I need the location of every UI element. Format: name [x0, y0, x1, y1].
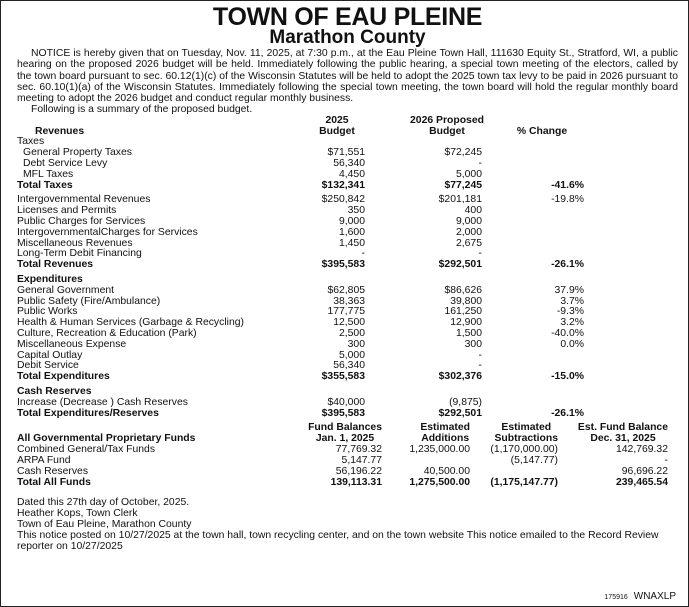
budget-table: [17, 137, 678, 419]
budget-row-2026: 300: [464, 338, 482, 350]
funds-row-dec-balance: -: [664, 455, 668, 467]
budget-row-2026: -: [478, 360, 482, 372]
budget-row-change: 0.0%: [560, 338, 584, 350]
budget-row: [17, 286, 678, 297]
budget-row-label: Intergovernmental Revenues: [17, 194, 151, 206]
funds-row-additions: 1,275,500.00: [409, 476, 470, 488]
budget-row-2026: -: [478, 248, 482, 260]
clerk-line: Heather Kops, Town Clerk: [17, 508, 138, 520]
budget-row-2026: $86,626: [444, 284, 482, 296]
budget-row-2025: 350: [347, 205, 365, 217]
budget-row-label: Total Expenditures/Reserves: [17, 407, 159, 419]
town-line: Town of Eau Pleine, Marathon County: [17, 519, 192, 531]
dated-line: Dated this 27th day of October, 2025.: [17, 497, 190, 509]
budget-row-2025: $395,583: [321, 259, 365, 271]
budget-row-2025: $395,583: [321, 407, 365, 419]
budget-row-2025: 12,500: [333, 317, 365, 329]
budget-row-2025: $40,000: [327, 396, 365, 408]
funds-row-jan-balance: 77,769.32: [335, 444, 382, 456]
budget-row-2026: $302,376: [438, 371, 482, 383]
budget-row-label: Miscellaneous Expense: [17, 338, 127, 350]
budget-row-label: Health & Human Services (Garbage & Recycling): [17, 317, 244, 329]
budget-row-2026: -: [478, 157, 482, 169]
budget-row-label: General Property Taxes: [23, 147, 132, 159]
budget-header-line2: [17, 127, 678, 138]
budget-row: [17, 181, 678, 192]
funds-row-label: Cash Reserves: [17, 465, 89, 477]
budget-row-2026: $292,501: [438, 259, 482, 271]
budget-row: [17, 372, 678, 383]
budget-row-2025: -: [361, 248, 365, 260]
funds-col3-header: [494, 423, 558, 445]
funds-row-label: Combined General/Tax Funds: [17, 444, 156, 456]
budget-row: [17, 409, 678, 420]
budget-row: [17, 260, 678, 271]
budget-row-2025: $250,842: [321, 194, 365, 206]
budget-col2-label: Budget: [429, 125, 465, 137]
budget-row-change: 37.9%: [554, 284, 584, 296]
budget-row-2026: 9,000: [455, 215, 482, 227]
budget-row-2025: 56,340: [333, 360, 365, 372]
budget-row-2026: 2,675: [455, 237, 482, 249]
funds-row-jan-balance: 56,196.22: [335, 465, 382, 477]
notice-subtitle: Marathon County: [269, 27, 426, 48]
budget-row-2026: 12,900: [450, 317, 482, 329]
notice-title: TOWN OF EAU PLEINE: [212, 3, 483, 31]
budget-row-2026: 1,500: [455, 327, 482, 339]
budget-col3-label: % Change: [516, 125, 568, 137]
funds-table: [17, 445, 678, 488]
budget-row-2025: 1,450: [338, 237, 365, 249]
budget-row-2025: $355,583: [321, 371, 365, 383]
funds-row-subtractions: (1,170,000.00): [490, 444, 558, 456]
budget-row: [17, 398, 678, 409]
budget-row-2026: 400: [464, 205, 482, 217]
budget-row-label: Cash Reserves: [17, 385, 92, 397]
funds-row-additions: 1,235,000.00: [409, 444, 470, 456]
budget-row-label: Taxes: [17, 136, 45, 148]
funds-col1-line1: Fund Balances: [308, 422, 382, 434]
budget-row-change: -26.1%: [551, 259, 584, 271]
funds-row-jan-balance: 139,113.31: [330, 476, 382, 488]
budget-row-label: Culture, Recreation & Education (Park): [17, 327, 197, 339]
budget-row-label: IntergovernmentalCharges for Services: [17, 226, 198, 238]
summary-intro: Following is a summary of the proposed budget.: [31, 104, 253, 116]
budget-row-label: Debt Service Levy: [23, 157, 108, 169]
budget-row-change: 3.2%: [560, 317, 584, 329]
funds-row-subtractions: (1,175,147.77): [490, 476, 558, 488]
budget-row-2025: 1,600: [338, 226, 365, 238]
budget-row-change: -9.3%: [556, 306, 584, 318]
budget-row-2026: -: [478, 349, 482, 361]
budget-row-2026: 161,250: [444, 306, 482, 318]
funds-col4-header: [578, 423, 668, 445]
ad-code: WNAXLP: [633, 591, 676, 602]
budget-row-change: -40.0%: [551, 327, 584, 339]
posted-line: This notice posted on 10/27/2025 at the town hall, town recycling center, and on the town website This notice emailed to the Record Review reporter on 10/27/2025: [17, 530, 659, 553]
budget-row-2026: 5,000: [455, 168, 482, 180]
budget-row-label: Licenses and Permits: [17, 205, 117, 217]
budget-row-2025: $62,805: [327, 284, 365, 296]
budget-row-2025: $71,551: [327, 147, 365, 159]
budget-row-label: Public Charges for Services: [17, 215, 146, 227]
budget-row-2025: 56,340: [333, 157, 365, 169]
budget-row-change: -19.8%: [551, 194, 584, 206]
budget-row-label: Total Revenues: [17, 259, 94, 271]
funds-col1-line2: Jan. 1, 2025: [315, 433, 375, 445]
budget-row-2026: $77,245: [444, 179, 482, 191]
funds-row: [17, 478, 678, 489]
budget-row-2026: $72,245: [444, 147, 482, 159]
budget-row: [17, 228, 678, 239]
budget-revenues-heading: Revenues: [35, 125, 85, 137]
budget-col2-title: 2026 Proposed: [410, 114, 484, 126]
funds-col4-line1: Est. Fund Balance: [577, 422, 668, 434]
budget-row-label: Public Safety (Fire/Ambulance): [17, 295, 161, 307]
funds-row-label: ARPA Fund: [17, 455, 71, 467]
funds-header: [17, 423, 678, 445]
budget-row-2026: $201,181: [438, 194, 482, 206]
ad-identifier: [604, 591, 676, 602]
funds-col4-line2: Dec. 31, 2025: [590, 433, 656, 445]
budget-row-2025: 38,363: [333, 295, 365, 307]
budget-row-2025: $132,341: [321, 179, 365, 191]
funds-col2-line2: Additions: [421, 433, 470, 445]
budget-row-2026: (9,875): [449, 396, 482, 408]
funds-heading: All Governmental Proprietary Funds: [17, 433, 196, 445]
funds-col2-line1: Estimated: [420, 422, 470, 434]
budget-row-label: Public Works: [17, 306, 78, 318]
funds-col2-header: [420, 423, 470, 445]
funds-col1-header: [308, 423, 382, 445]
budget-row-label: Expenditures: [17, 273, 83, 285]
budget-row-change: 3.7%: [560, 295, 584, 307]
funds-row-dec-balance: 142,769.32: [615, 444, 668, 456]
budget-header-line1: [17, 116, 678, 127]
budget-row-2025: 4,450: [338, 168, 365, 180]
funds-row-label: Total All Funds: [17, 476, 91, 488]
budget-row-label: General Government: [17, 284, 115, 296]
budget-row-label: Long-Term Debit Financing: [17, 248, 142, 260]
budget-row-2025: 177,775: [327, 306, 365, 318]
budget-row-2025: 300: [347, 338, 365, 350]
budget-row-2026: 2,000: [455, 226, 482, 238]
funds-row-dec-balance: 239,465.54: [615, 476, 668, 488]
budget-row: [17, 170, 678, 181]
budget-row-2025: 9,000: [338, 215, 365, 227]
notice-paragraph: NOTICE is hereby given that on Tuesday, Nov. 11, 2025, at 7:30 p.m., at the Eau Pleine Town Hall, 111630 Equity St., Stratford, WI, a public hearing on the proposed 2026 budget will be held. Immediately following the public hearing, a special town meeting of the electors, called by the town board pursuant to sec. 60.12(1)(c) of the Wisconsin Statutes will be held to adopt the 2025 town tax levy to be paid in 2026 pursuant to sec. 60.10(1)(a) of the Wisconsin Statutes. Immediately following the special town meeting, the town board will hold the regular monthly board meeting to adopt the 2026 budget and conduct regular monthly business.: [17, 48, 678, 105]
funds-row-jan-balance: 5,147.77: [341, 455, 382, 467]
budget-row-label: Total Expenditures: [17, 371, 110, 383]
budget-row-label: MFL Taxes: [23, 168, 74, 180]
budget-row-label: Total Taxes: [17, 179, 73, 191]
ad-number: 175916: [604, 594, 628, 601]
funds-col3-line1: Estimated: [501, 422, 552, 434]
funds-row-dec-balance: 96,696.22: [621, 465, 668, 477]
budget-row: [17, 340, 678, 351]
budget-col1-year: 2025: [325, 114, 349, 126]
budget-row-change: -26.1%: [551, 407, 584, 419]
budget-col1-label: Budget: [319, 125, 355, 137]
budget-row-2025: 2,500: [338, 327, 365, 339]
funds-row-additions: 40,500.00: [423, 465, 470, 477]
budget-row-2026: $292,501: [438, 407, 482, 419]
funds-col3-line2: Subtractions: [494, 433, 558, 445]
budget-row-label: Miscellaneous Revenues: [17, 237, 133, 249]
budget-row-2025: 5,000: [338, 349, 365, 361]
budget-row-label: Capital Outlay: [17, 349, 83, 361]
budget-row-change: -15.0%: [551, 371, 584, 383]
budget-row-2026: 39,800: [450, 295, 482, 307]
budget-row-label: Debit Service: [17, 360, 79, 372]
budget-row-change: -41.6%: [551, 179, 584, 191]
budget-row-label: Increase (Decrease ) Cash Reserves: [17, 396, 188, 408]
funds-row-subtractions: (5,147.77): [510, 455, 558, 467]
